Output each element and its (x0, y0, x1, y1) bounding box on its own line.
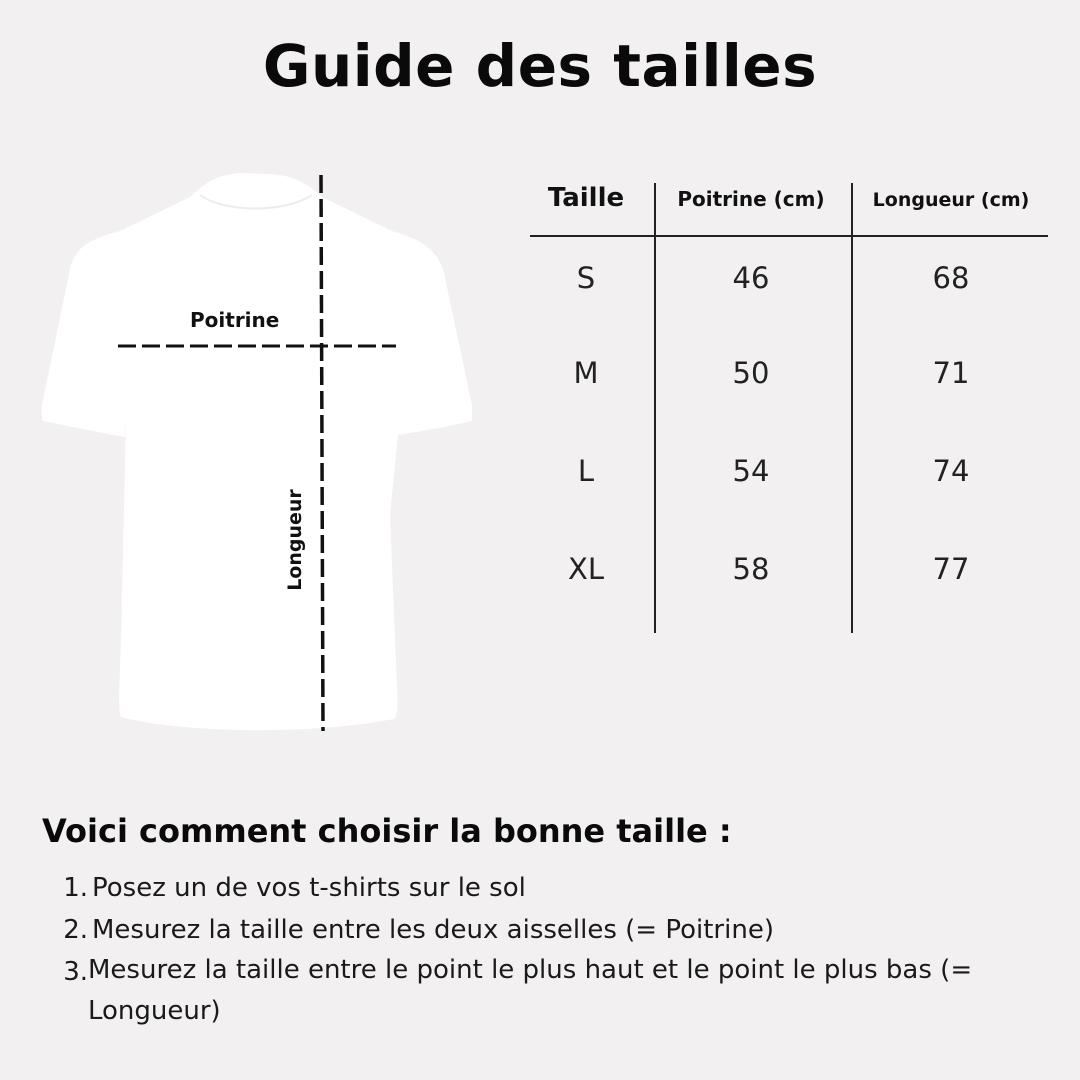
tshirt-illustration (30, 165, 490, 745)
chest-label: Poitrine (190, 308, 280, 332)
table-row (530, 261, 1048, 301)
header-divider (530, 235, 1048, 237)
instructions-title: Voici comment choisir la bonne taille : (42, 812, 732, 850)
size-cell: XL (567, 552, 605, 586)
size-cell: L (577, 454, 595, 488)
length-label: Longueur (284, 489, 306, 591)
step-number: 1. (63, 873, 88, 903)
step-text: Posez un de vos t-shirts sur le sol (92, 873, 526, 903)
step-text: Mesurez la taille entre le point le plus haut et le point le plus bas (= Longueur) (88, 955, 973, 1026)
length-measure-line (321, 175, 323, 731)
step-number: 3. (63, 957, 88, 987)
table-row (530, 454, 1048, 494)
step-number: 2. (63, 915, 88, 945)
chest-cell: 54 (732, 454, 770, 488)
size-cell: M (573, 356, 599, 390)
length-cell: 74 (932, 454, 970, 488)
length-cell: 68 (932, 261, 970, 295)
instructions-list (56, 870, 1036, 1026)
length-cell: 77 (932, 552, 970, 586)
page-title: Guide des tailles (262, 32, 818, 100)
tshirt-diagram (30, 165, 490, 745)
size-table (530, 175, 1048, 635)
header-length: Longueur (cm) (872, 189, 1030, 211)
list-item (56, 954, 1036, 1026)
header-chest: Poitrine (cm) (677, 187, 825, 211)
header-size: Taille (547, 183, 625, 213)
list-item (56, 912, 1036, 954)
tshirt-shape (42, 173, 472, 730)
chest-cell: 50 (732, 356, 770, 390)
table-row (530, 356, 1048, 396)
chest-cell: 46 (732, 261, 770, 295)
step-text: Mesurez la taille entre les deux aisselles (= Poitrine) (92, 915, 774, 945)
table-row (530, 552, 1048, 592)
length-cell: 71 (932, 356, 970, 390)
size-cell: S (576, 261, 596, 295)
list-item (56, 870, 1036, 912)
chest-cell: 58 (732, 552, 770, 586)
